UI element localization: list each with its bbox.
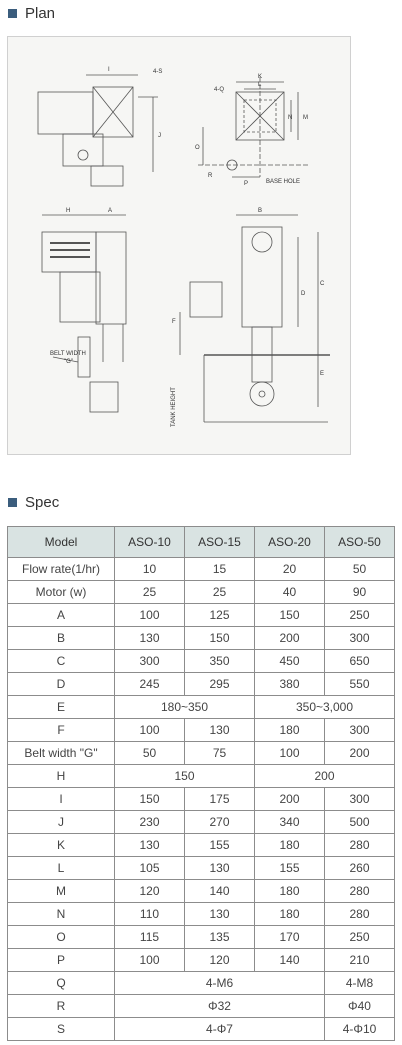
table-cell: 200	[255, 788, 325, 811]
table-row	[8, 604, 395, 627]
table-cell: 130	[115, 627, 185, 650]
table-cell: 115	[115, 926, 185, 949]
label-G: "G"	[64, 359, 73, 365]
label-B: B	[258, 208, 263, 214]
row-label: L	[8, 857, 115, 880]
table-cell: 180	[255, 834, 325, 857]
table-cell: 200	[255, 765, 395, 788]
table-cell: 180	[255, 719, 325, 742]
table-row	[8, 627, 395, 650]
table-cell: 155	[185, 834, 255, 857]
section-bullet-icon	[8, 9, 17, 18]
header-aso-10: ASO-10	[115, 527, 185, 558]
table-row	[8, 558, 395, 581]
label-N: N	[288, 115, 293, 121]
plan-drawing	[7, 36, 351, 455]
row-label: M	[8, 880, 115, 903]
plan-title-text: Plan	[25, 4, 56, 22]
table-row	[8, 765, 395, 788]
table-cell: 4-Φ10	[325, 1018, 395, 1041]
row-label: D	[8, 673, 115, 696]
label-H: H	[66, 208, 71, 214]
table-cell: 450	[255, 650, 325, 673]
table-cell: Φ40	[325, 995, 395, 1018]
table-cell: 295	[185, 673, 255, 696]
motor-body-top	[38, 92, 93, 134]
spec-table-body	[8, 558, 395, 1041]
label-P: P	[244, 181, 249, 187]
table-row	[8, 926, 395, 949]
table-cell: 50	[325, 558, 395, 581]
row-label: Belt width "G"	[8, 742, 115, 765]
table-row	[8, 581, 395, 604]
technical-drawing	[8, 37, 350, 454]
table-cell: 150	[115, 788, 185, 811]
table-row	[8, 788, 395, 811]
row-label: N	[8, 903, 115, 926]
label-K: K	[258, 74, 263, 80]
section-bullet-icon	[8, 498, 17, 507]
table-cell: 100	[115, 604, 185, 627]
table-cell: 4-Φ7	[115, 1018, 325, 1041]
label-M: M	[303, 115, 308, 121]
header-model: Model	[8, 527, 115, 558]
table-cell: 180~350	[115, 696, 255, 719]
row-label: A	[8, 604, 115, 627]
row-label: B	[8, 627, 115, 650]
table-cell: 90	[325, 581, 395, 604]
table-cell: 180	[255, 903, 325, 926]
table-cell: 150	[185, 627, 255, 650]
table-cell: 140	[185, 880, 255, 903]
table-cell: 230	[115, 811, 185, 834]
row-label: R	[8, 995, 115, 1018]
header-aso-15: ASO-15	[185, 527, 255, 558]
row-label: O	[8, 926, 115, 949]
label-I: I	[108, 67, 110, 73]
table-cell: 105	[115, 857, 185, 880]
spec-header-row	[8, 527, 395, 558]
row-label: Motor (w)	[8, 581, 115, 604]
label-O: O	[195, 145, 200, 151]
label-base-hole: BASE HOLE	[266, 179, 301, 185]
table-cell: 300	[325, 788, 395, 811]
header-aso-20: ASO-20	[255, 527, 325, 558]
table-row	[8, 742, 395, 765]
table-cell: 300	[325, 719, 395, 742]
table-cell: 155	[255, 857, 325, 880]
table-row	[8, 811, 395, 834]
table-row	[8, 719, 395, 742]
table-cell: 130	[185, 719, 255, 742]
table-row	[8, 903, 395, 926]
label-D: D	[301, 291, 306, 297]
table-cell: 245	[115, 673, 185, 696]
table-cell: 170	[255, 926, 325, 949]
table-cell: 350	[185, 650, 255, 673]
table-row	[8, 995, 395, 1018]
table-cell: 15	[185, 558, 255, 581]
table-cell: 75	[185, 742, 255, 765]
label-J: J	[158, 133, 161, 139]
table-cell: 280	[325, 880, 395, 903]
table-cell: 350~3,000	[255, 696, 395, 719]
table-cell: 25	[115, 581, 185, 604]
table-cell: Φ32	[115, 995, 325, 1018]
table-cell: 280	[325, 834, 395, 857]
table-cell: 4-M8	[325, 972, 395, 995]
row-label: C	[8, 650, 115, 673]
table-cell: 150	[115, 765, 255, 788]
table-row	[8, 696, 395, 719]
label-belt-width: BELT WIDTH	[50, 351, 86, 357]
table-cell: 250	[325, 926, 395, 949]
table-cell: 4-M6	[115, 972, 325, 995]
table-cell: 100	[255, 742, 325, 765]
row-label: F	[8, 719, 115, 742]
row-label: Flow rate(1/hr)	[8, 558, 115, 581]
table-cell: 260	[325, 857, 395, 880]
row-label: Q	[8, 972, 115, 995]
table-cell: 140	[255, 949, 325, 972]
label-C: C	[320, 281, 325, 287]
table-cell: 380	[255, 673, 325, 696]
row-label: K	[8, 834, 115, 857]
table-cell: 110	[115, 903, 185, 926]
spec-title-text: Spec	[25, 493, 60, 511]
table-cell: 120	[185, 949, 255, 972]
table-cell: 150	[255, 604, 325, 627]
label-tank-height: TANK HEIGHT	[171, 387, 177, 427]
table-cell: 40	[255, 581, 325, 604]
table-cell: 130	[185, 857, 255, 880]
table-cell: 300	[115, 650, 185, 673]
table-row	[8, 1018, 395, 1041]
label-A: A	[108, 208, 113, 214]
spec-section-title	[8, 492, 59, 512]
plan-section-title	[8, 3, 55, 23]
table-cell: 25	[185, 581, 255, 604]
table-cell: 300	[325, 627, 395, 650]
row-label: J	[8, 811, 115, 834]
table-cell: 250	[325, 604, 395, 627]
table-cell: 500	[325, 811, 395, 834]
table-row	[8, 972, 395, 995]
table-cell: 130	[115, 834, 185, 857]
table-cell: 50	[115, 742, 185, 765]
label-E: E	[320, 371, 325, 377]
label-L: L	[258, 82, 262, 88]
row-label: S	[8, 1018, 115, 1041]
table-cell: 280	[325, 903, 395, 926]
header-aso-50: ASO-50	[325, 527, 395, 558]
table-cell: 175	[185, 788, 255, 811]
row-label: I	[8, 788, 115, 811]
table-cell: 120	[115, 880, 185, 903]
table-cell: 20	[255, 558, 325, 581]
table-cell: 210	[325, 949, 395, 972]
table-cell: 200	[255, 627, 325, 650]
table-row	[8, 650, 395, 673]
table-cell: 180	[255, 880, 325, 903]
table-cell: 125	[185, 604, 255, 627]
table-cell: 200	[325, 742, 395, 765]
table-cell: 135	[185, 926, 255, 949]
table-cell: 100	[115, 719, 185, 742]
row-label: P	[8, 949, 115, 972]
spec-table	[7, 526, 395, 1041]
label-4-q: 4-Q	[214, 87, 225, 93]
table-cell: 270	[185, 811, 255, 834]
table-cell: 100	[115, 949, 185, 972]
table-cell: 650	[325, 650, 395, 673]
table-cell: 550	[325, 673, 395, 696]
label-R: R	[208, 173, 213, 179]
row-label: H	[8, 765, 115, 788]
table-row	[8, 673, 395, 696]
row-label: E	[8, 696, 115, 719]
table-cell: 340	[255, 811, 325, 834]
table-row	[8, 834, 395, 857]
label-4-s: 4-S	[153, 69, 163, 75]
table-cell: 130	[185, 903, 255, 926]
table-row	[8, 880, 395, 903]
table-cell: 10	[115, 558, 185, 581]
label-F: F	[172, 319, 176, 325]
table-row	[8, 949, 395, 972]
table-row	[8, 857, 395, 880]
